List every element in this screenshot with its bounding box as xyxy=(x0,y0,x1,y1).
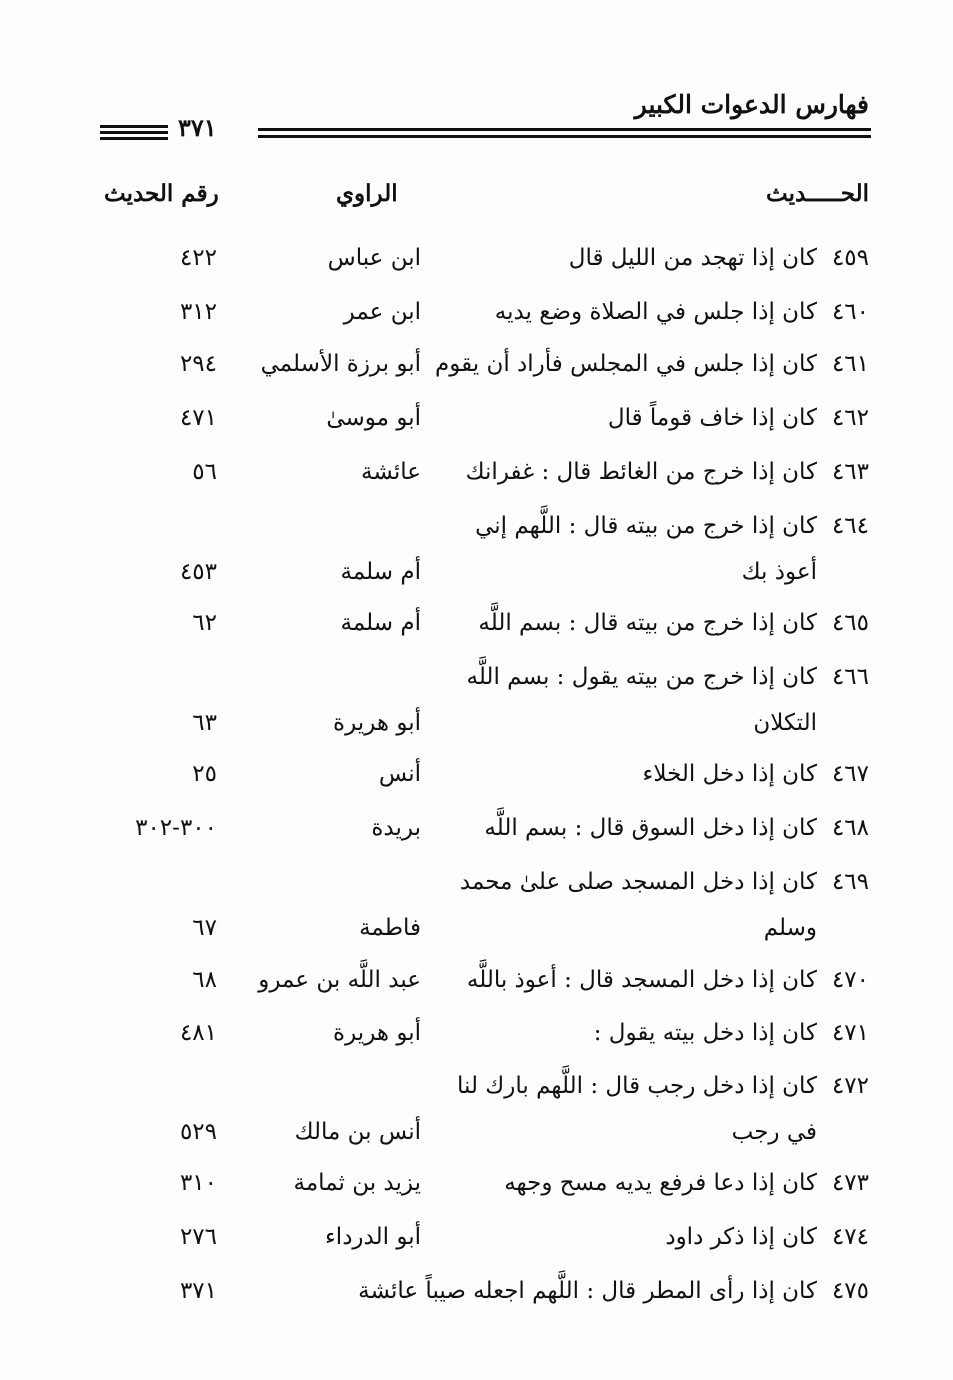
hadith-reference: ٦٧ xyxy=(192,915,217,941)
narrator: فاطمة xyxy=(359,915,421,941)
entry-number: ٤٦٣ xyxy=(831,459,869,485)
hadith-reference: ٤٢٢ xyxy=(179,245,217,271)
narrator: عائشة xyxy=(361,459,421,485)
hadith-text: كان إذا خرج من بيته قال : اللَّهم إني xyxy=(475,513,817,539)
narrator: عبد اللَّه بن عمرو xyxy=(258,967,421,993)
entry-number: ٤٦٠ xyxy=(831,299,869,325)
hadith-text: كان إذا خرج من بيته قال : بسم اللَّه xyxy=(478,610,817,636)
narrator: أبو الدرداء xyxy=(324,1224,421,1250)
narrator: ابن عباس xyxy=(327,245,421,271)
column-header-hadith: الحـــــديث xyxy=(766,180,869,207)
entry-number: ٤٦٩ xyxy=(831,869,869,895)
hadith-reference: ٥٦ xyxy=(192,459,217,485)
header-rule xyxy=(258,135,871,138)
entry-number: ٤٦٥ xyxy=(831,610,869,636)
hadith-text-continuation: التكلان xyxy=(753,710,817,736)
narrator: أم سلمة xyxy=(340,559,421,585)
hadith-reference: ٥٢٩ xyxy=(179,1119,217,1145)
header-rule xyxy=(258,128,871,131)
hadith-reference: ٦٣ xyxy=(192,710,217,736)
hadith-reference: ٣٧١ xyxy=(179,1278,217,1304)
column-header-hadith-number: رقم الحديث xyxy=(104,180,219,207)
entry-number: ٤٧١ xyxy=(831,1020,869,1046)
hadith-text: كان إذا خرج من الغائط قال : غفرانك xyxy=(465,459,817,485)
hadith-text-continuation: في رجب xyxy=(731,1119,817,1145)
entry-number: ٤٧٤ xyxy=(831,1224,869,1250)
narrator: أبو برزة الأسلمي xyxy=(260,351,421,377)
entry-number: ٤٦٢ xyxy=(831,405,869,431)
hadith-text: كان إذا تهجد من الليل قال xyxy=(568,245,817,271)
hadith-reference: ٤٥٣ xyxy=(179,559,217,585)
hadith-text: كان إذا دخل المسجد صلى علىٰ محمد xyxy=(459,869,817,895)
hadith-reference: ٦٢ xyxy=(192,610,217,636)
hadith-text: كان إذا دعا فرفع يديه مسح وجهه xyxy=(504,1170,817,1196)
page-number-rule xyxy=(100,125,168,128)
hadith-reference: ٣٠٠-٣٠٢ xyxy=(135,815,217,841)
hadith-text: كان إذا دخل السوق قال : بسم اللَّه xyxy=(484,815,817,841)
running-title: فهارس الدعوات الكبير xyxy=(634,90,869,119)
entry-number: ٤٧٠ xyxy=(831,967,869,993)
hadith-reference: ٤٨١ xyxy=(179,1020,217,1046)
hadith-reference: ٣١٢ xyxy=(179,299,217,325)
page-number-rule xyxy=(100,137,168,140)
entry-number: ٤٧٢ xyxy=(831,1073,869,1099)
hadith-reference: ٢٧٦ xyxy=(179,1224,217,1250)
page-number: ٣٧١ xyxy=(178,113,217,142)
entry-number: ٤٦٤ xyxy=(831,513,869,539)
entry-number: ٤٦٨ xyxy=(831,815,869,841)
entry-number: ٤٦٧ xyxy=(831,761,869,787)
narrator: أنس بن مالك xyxy=(294,1119,421,1145)
narrator: ابن عمر xyxy=(343,299,421,325)
narrator: أنس xyxy=(378,761,421,787)
hadith-text-continuation: وسلم xyxy=(763,915,817,941)
entry-number: ٤٥٩ xyxy=(831,245,869,271)
hadith-text: كان إذا خاف قوماً قال xyxy=(607,405,817,431)
narrator: أبو هريرة xyxy=(333,710,421,736)
hadith-reference: ٢٩٤ xyxy=(179,351,217,377)
hadith-text: كان إذا جلس في الصلاة وضع يديه xyxy=(494,299,817,325)
hadith-reference: ٢٥ xyxy=(192,761,217,787)
hadith-reference: ٤٧١ xyxy=(179,405,217,431)
hadith-text: كان إذا دخل بيته يقول : xyxy=(593,1020,817,1046)
entry-number: ٤٦١ xyxy=(831,351,869,377)
hadith-text: كان إذا خرج من بيته يقول : بسم اللَّه xyxy=(466,664,817,690)
hadith-text-continuation: أعوذ بك xyxy=(741,559,817,585)
entry-number: ٤٦٦ xyxy=(831,664,869,690)
hadith-text: كان إذا ذكر داود xyxy=(665,1224,817,1250)
narrator: أم سلمة xyxy=(340,610,421,636)
hadith-text: كان إذا رأى المطر قال : اللَّهم اجعله صيباً عائشة xyxy=(358,1278,817,1304)
hadith-text: كان إذا دخل رجب قال : اللَّهم بارك لنا xyxy=(457,1073,817,1099)
narrator: يزيد بن ثمامة xyxy=(293,1170,421,1196)
entry-number: ٤٧٣ xyxy=(831,1170,869,1196)
page-number-rule xyxy=(100,131,168,134)
entry-number: ٤٧٥ xyxy=(831,1278,869,1304)
narrator: بريدة xyxy=(371,815,421,841)
hadith-reference: ٦٨ xyxy=(192,967,217,993)
column-header-narrator: الراوي xyxy=(336,180,398,207)
narrator: أبو موسىٰ xyxy=(326,405,421,431)
hadith-text: كان إذا دخل المسجد قال : أعوذ باللَّه xyxy=(466,967,817,993)
hadith-reference: ٣١٠ xyxy=(179,1170,217,1196)
hadith-text: كان إذا دخل الخلاء xyxy=(642,761,817,787)
narrator: أبو هريرة xyxy=(333,1020,421,1046)
hadith-text: كان إذا جلس في المجلس فأراد أن يقوم xyxy=(434,351,817,377)
